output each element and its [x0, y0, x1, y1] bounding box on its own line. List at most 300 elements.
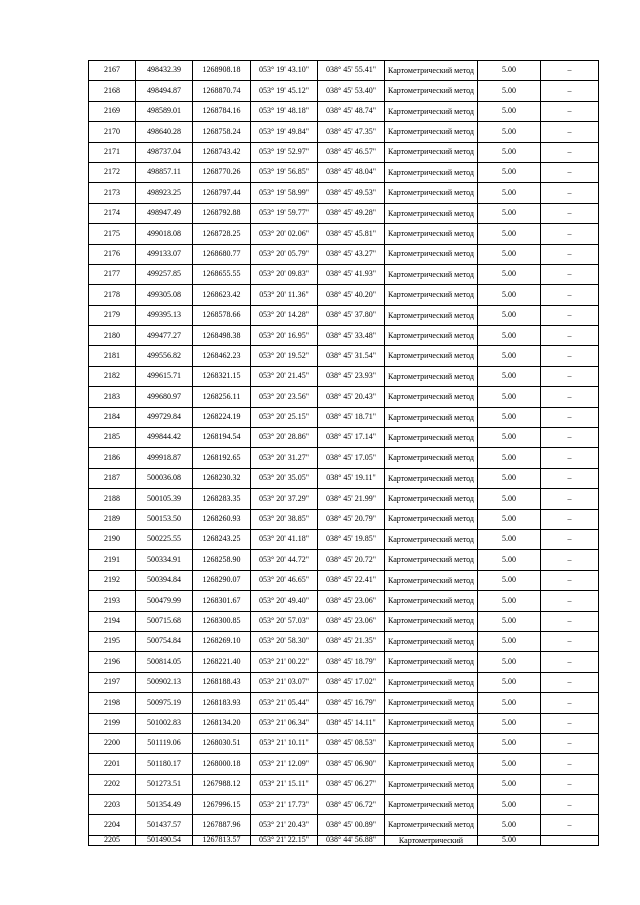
table-row	[89, 468, 599, 488]
point-number-cell: 2194	[89, 611, 136, 631]
point-number-cell: 2176	[89, 244, 136, 264]
accuracy-cell: 5.00	[478, 264, 541, 284]
longitude-cell: 038° 45' 06.27"	[318, 774, 385, 794]
longitude-cell: 038° 45' 45.81"	[318, 224, 385, 244]
accuracy-cell: 5.00	[478, 733, 541, 753]
point-number-cell: 2199	[89, 713, 136, 733]
longitude-cell: 038° 45' 21.99"	[318, 489, 385, 509]
method-cell: Картометрический метод	[385, 468, 478, 488]
latitude-cell: 053° 21' 05.44"	[251, 693, 318, 713]
table-row	[89, 733, 599, 753]
accuracy-cell: 5.00	[478, 326, 541, 346]
y-coordinate-cell: 1268578.66	[193, 305, 251, 325]
note-cell: –	[541, 672, 599, 692]
method-cell: Картометрический метод	[385, 285, 478, 305]
x-coordinate-cell: 498494.87	[136, 81, 193, 101]
table-row	[89, 346, 599, 366]
latitude-cell: 053° 19' 48.18"	[251, 101, 318, 121]
accuracy-cell: 5.00	[478, 285, 541, 305]
point-number-cell: 2198	[89, 693, 136, 713]
point-number-cell: 2170	[89, 122, 136, 142]
note-cell: –	[541, 795, 599, 815]
latitude-cell: 053° 20' 05.79"	[251, 244, 318, 264]
table-row	[89, 672, 599, 692]
x-coordinate-cell: 501273.51	[136, 774, 193, 794]
note-cell: –	[541, 224, 599, 244]
y-coordinate-cell: 1268792.88	[193, 203, 251, 223]
accuracy-cell: 5.00	[478, 815, 541, 835]
latitude-cell: 053° 20' 38.85"	[251, 509, 318, 529]
coordinates-table	[88, 60, 599, 846]
note-cell: –	[541, 366, 599, 386]
note-cell: –	[541, 244, 599, 264]
method-cell: Картометрический метод	[385, 428, 478, 448]
table-row	[89, 489, 599, 509]
table-row	[89, 326, 599, 346]
longitude-cell: 038° 45' 55.41"	[318, 61, 385, 81]
method-cell: Картометрический метод	[385, 815, 478, 835]
x-coordinate-cell: 501180.17	[136, 754, 193, 774]
x-coordinate-cell: 501354.49	[136, 795, 193, 815]
table-row	[89, 693, 599, 713]
table-row	[89, 203, 599, 223]
x-coordinate-cell: 500479.99	[136, 591, 193, 611]
x-coordinate-cell: 500715.68	[136, 611, 193, 631]
accuracy-cell: 5.00	[478, 611, 541, 631]
accuracy-cell: 5.00	[478, 529, 541, 549]
latitude-cell: 053° 20' 14.28"	[251, 305, 318, 325]
method-cell: Картометрический метод	[385, 591, 478, 611]
method-cell: Картометрический метод	[385, 264, 478, 284]
point-number-cell: 2201	[89, 754, 136, 774]
point-number-cell: 2175	[89, 224, 136, 244]
longitude-cell: 038° 45' 20.79"	[318, 509, 385, 529]
table-row	[89, 428, 599, 448]
table-row	[89, 183, 599, 203]
method-cell: Картометрический метод	[385, 203, 478, 223]
y-coordinate-cell: 1268908.18	[193, 61, 251, 81]
accuracy-cell: 5.00	[478, 570, 541, 590]
longitude-cell: 038° 45' 33.48"	[318, 326, 385, 346]
latitude-cell: 053° 20' 02.06"	[251, 224, 318, 244]
note-cell: –	[541, 407, 599, 427]
accuracy-cell: 5.00	[478, 366, 541, 386]
x-coordinate-cell: 501490.54	[136, 835, 193, 845]
accuracy-cell: 5.00	[478, 81, 541, 101]
x-coordinate-cell: 501002.83	[136, 713, 193, 733]
x-coordinate-cell: 500225.55	[136, 529, 193, 549]
accuracy-cell: 5.00	[478, 693, 541, 713]
latitude-cell: 053° 21' 20.43"	[251, 815, 318, 835]
method-cell: Картометрический метод	[385, 142, 478, 162]
y-coordinate-cell: 1268194.54	[193, 428, 251, 448]
table-row	[89, 550, 599, 570]
method-cell: Картометрический метод	[385, 652, 478, 672]
longitude-cell: 038° 45' 49.28"	[318, 203, 385, 223]
method-cell: Картометрический метод	[385, 631, 478, 651]
x-coordinate-cell: 499257.85	[136, 264, 193, 284]
table-row	[89, 815, 599, 835]
table-row	[89, 305, 599, 325]
table-row	[89, 509, 599, 529]
latitude-cell: 053° 20' 25.15"	[251, 407, 318, 427]
point-number-cell: 2180	[89, 326, 136, 346]
longitude-cell: 038° 45' 41.93"	[318, 264, 385, 284]
y-coordinate-cell: 1268680.77	[193, 244, 251, 264]
method-cell: Картометрический метод	[385, 774, 478, 794]
point-number-cell: 2167	[89, 61, 136, 81]
point-number-cell: 2205	[89, 835, 136, 845]
table-row	[89, 162, 599, 182]
method-cell: Картометрический метод	[385, 326, 478, 346]
table-row	[89, 652, 599, 672]
point-number-cell: 2178	[89, 285, 136, 305]
point-number-cell: 2200	[89, 733, 136, 753]
latitude-cell: 053° 19' 43.10"	[251, 61, 318, 81]
method-cell: Картометрический метод	[385, 183, 478, 203]
longitude-cell: 038° 45' 14.11"	[318, 713, 385, 733]
longitude-cell: 038° 45' 48.04"	[318, 162, 385, 182]
point-number-cell: 2169	[89, 101, 136, 121]
method-cell: Картометрический метод	[385, 550, 478, 570]
longitude-cell: 038° 45' 19.11"	[318, 468, 385, 488]
note-cell: –	[541, 713, 599, 733]
method-cell: Картометрический метод	[385, 122, 478, 142]
x-coordinate-cell: 499729.84	[136, 407, 193, 427]
point-number-cell: 2197	[89, 672, 136, 692]
method-cell: Картометрический метод	[385, 693, 478, 713]
method-cell: Картометрический метод	[385, 489, 478, 509]
y-coordinate-cell: 1268623.42	[193, 285, 251, 305]
note-cell: –	[541, 162, 599, 182]
x-coordinate-cell: 500975.19	[136, 693, 193, 713]
note-cell: –	[541, 611, 599, 631]
point-number-cell: 2203	[89, 795, 136, 815]
x-coordinate-cell: 499918.87	[136, 448, 193, 468]
point-number-cell: 2183	[89, 387, 136, 407]
note-cell: –	[541, 101, 599, 121]
latitude-cell: 053° 21' 03.07"	[251, 672, 318, 692]
note-cell: –	[541, 285, 599, 305]
accuracy-cell: 5.00	[478, 407, 541, 427]
accuracy-cell: 5.00	[478, 448, 541, 468]
latitude-cell: 053° 21' 06.34"	[251, 713, 318, 733]
point-number-cell: 2187	[89, 468, 136, 488]
table-row	[89, 529, 599, 549]
accuracy-cell: 5.00	[478, 244, 541, 264]
note-cell: –	[541, 387, 599, 407]
note-cell: –	[541, 346, 599, 366]
accuracy-cell: 5.00	[478, 591, 541, 611]
latitude-cell: 053° 20' 46.65"	[251, 570, 318, 590]
y-coordinate-cell: 1268758.24	[193, 122, 251, 142]
latitude-cell: 053° 19' 59.77"	[251, 203, 318, 223]
table-row	[89, 224, 599, 244]
method-cell: Картометрический метод	[385, 795, 478, 815]
note-cell: –	[541, 305, 599, 325]
point-number-cell: 2195	[89, 631, 136, 651]
x-coordinate-cell: 498640.28	[136, 122, 193, 142]
accuracy-cell: 5.00	[478, 489, 541, 509]
method-cell: Картометрический метод	[385, 570, 478, 590]
method-cell: Картометрический метод	[385, 101, 478, 121]
note-cell: –	[541, 754, 599, 774]
point-number-cell: 2177	[89, 264, 136, 284]
latitude-cell: 053° 20' 23.56"	[251, 387, 318, 407]
y-coordinate-cell: 1268462.23	[193, 346, 251, 366]
longitude-cell: 038° 45' 18.71"	[318, 407, 385, 427]
longitude-cell: 038° 45' 48.74"	[318, 101, 385, 121]
y-coordinate-cell: 1268230.32	[193, 468, 251, 488]
point-number-cell: 2186	[89, 448, 136, 468]
point-number-cell: 2204	[89, 815, 136, 835]
table-row	[89, 713, 599, 733]
accuracy-cell: 5.00	[478, 795, 541, 815]
note-cell: –	[541, 815, 599, 835]
x-coordinate-cell: 499018.08	[136, 224, 193, 244]
latitude-cell: 053° 20' 58.30"	[251, 631, 318, 651]
y-coordinate-cell: 1268183.93	[193, 693, 251, 713]
longitude-cell: 038° 45' 20.72"	[318, 550, 385, 570]
x-coordinate-cell: 500105.39	[136, 489, 193, 509]
point-number-cell: 2173	[89, 183, 136, 203]
longitude-cell: 038° 45' 00.89"	[318, 815, 385, 835]
y-coordinate-cell: 1267988.12	[193, 774, 251, 794]
latitude-cell: 053° 20' 41.18"	[251, 529, 318, 549]
y-coordinate-cell: 1267887.96	[193, 815, 251, 835]
x-coordinate-cell: 498923.25	[136, 183, 193, 203]
longitude-cell: 038° 45' 16.79"	[318, 693, 385, 713]
method-cell: Картометрический метод	[385, 407, 478, 427]
accuracy-cell: 5.00	[478, 835, 541, 845]
point-number-cell: 2196	[89, 652, 136, 672]
method-cell: Картометрический метод	[385, 611, 478, 631]
longitude-cell: 038° 45' 22.41"	[318, 570, 385, 590]
method-cell: Картометрический метод	[385, 754, 478, 774]
note-cell: –	[541, 509, 599, 529]
y-coordinate-cell: 1268000.18	[193, 754, 251, 774]
x-coordinate-cell: 499844.42	[136, 428, 193, 448]
table-row	[89, 366, 599, 386]
longitude-cell: 038° 45' 06.72"	[318, 795, 385, 815]
y-coordinate-cell: 1268030.51	[193, 733, 251, 753]
table-row	[89, 101, 599, 121]
latitude-cell: 053° 20' 09.83"	[251, 264, 318, 284]
longitude-cell: 038° 45' 40.20"	[318, 285, 385, 305]
y-coordinate-cell: 1268321.15	[193, 366, 251, 386]
x-coordinate-cell: 500814.05	[136, 652, 193, 672]
x-coordinate-cell: 498432.39	[136, 61, 193, 81]
table-row	[89, 387, 599, 407]
latitude-cell: 053° 20' 28.86"	[251, 428, 318, 448]
accuracy-cell: 5.00	[478, 631, 541, 651]
longitude-cell: 038° 45' 20.43"	[318, 387, 385, 407]
note-cell: –	[541, 733, 599, 753]
x-coordinate-cell: 501437.57	[136, 815, 193, 835]
longitude-cell: 038° 45' 47.35"	[318, 122, 385, 142]
longitude-cell: 038° 45' 53.40"	[318, 81, 385, 101]
latitude-cell: 053° 20' 21.45"	[251, 366, 318, 386]
longitude-cell: 038° 45' 17.02"	[318, 672, 385, 692]
x-coordinate-cell: 498589.01	[136, 101, 193, 121]
point-number-cell: 2172	[89, 162, 136, 182]
method-cell: Картометрический метод	[385, 387, 478, 407]
latitude-cell: 053° 21' 15.11"	[251, 774, 318, 794]
longitude-cell: 038° 45' 08.53"	[318, 733, 385, 753]
y-coordinate-cell: 1268256.11	[193, 387, 251, 407]
method-cell: Картометрический метод	[385, 672, 478, 692]
note-cell: –	[541, 570, 599, 590]
accuracy-cell: 5.00	[478, 203, 541, 223]
accuracy-cell: 5.00	[478, 428, 541, 448]
latitude-cell: 053° 20' 16.95"	[251, 326, 318, 346]
table-row	[89, 285, 599, 305]
y-coordinate-cell: 1268269.10	[193, 631, 251, 651]
y-coordinate-cell: 1268301.67	[193, 591, 251, 611]
x-coordinate-cell: 500902.13	[136, 672, 193, 692]
point-number-cell: 2192	[89, 570, 136, 590]
method-cell: Картометрический метод	[385, 81, 478, 101]
longitude-cell: 038° 45' 19.85"	[318, 529, 385, 549]
latitude-cell: 053° 20' 37.29"	[251, 489, 318, 509]
note-cell: –	[541, 489, 599, 509]
point-number-cell: 2190	[89, 529, 136, 549]
longitude-cell: 038° 45' 21.35"	[318, 631, 385, 651]
accuracy-cell: 5.00	[478, 774, 541, 794]
table-row	[89, 795, 599, 815]
x-coordinate-cell: 499305.08	[136, 285, 193, 305]
table-row	[89, 591, 599, 611]
note-cell: –	[541, 448, 599, 468]
table-row	[89, 570, 599, 590]
accuracy-cell: 5.00	[478, 142, 541, 162]
point-number-cell: 2189	[89, 509, 136, 529]
point-number-cell: 2179	[89, 305, 136, 325]
table-row	[89, 61, 599, 81]
method-cell: Картометрический метод	[385, 529, 478, 549]
latitude-cell: 053° 19' 58.99"	[251, 183, 318, 203]
accuracy-cell: 5.00	[478, 346, 541, 366]
accuracy-cell: 5.00	[478, 122, 541, 142]
accuracy-cell: 5.00	[478, 754, 541, 774]
method-cell: Картометрический метод	[385, 733, 478, 753]
y-coordinate-cell: 1268188.43	[193, 672, 251, 692]
y-coordinate-cell: 1267813.57	[193, 835, 251, 845]
note-cell: –	[541, 264, 599, 284]
accuracy-cell: 5.00	[478, 61, 541, 81]
point-number-cell: 2188	[89, 489, 136, 509]
table-row	[89, 244, 599, 264]
y-coordinate-cell: 1268498.38	[193, 326, 251, 346]
x-coordinate-cell: 500754.84	[136, 631, 193, 651]
accuracy-cell: 5.00	[478, 387, 541, 407]
longitude-cell: 038° 45' 49.53"	[318, 183, 385, 203]
latitude-cell: 053° 21' 10.11"	[251, 733, 318, 753]
y-coordinate-cell: 1268134.20	[193, 713, 251, 733]
y-coordinate-cell: 1268770.26	[193, 162, 251, 182]
table-row	[89, 754, 599, 774]
point-number-cell: 2191	[89, 550, 136, 570]
y-coordinate-cell: 1268192.65	[193, 448, 251, 468]
accuracy-cell: 5.00	[478, 183, 541, 203]
accuracy-cell: 5.00	[478, 509, 541, 529]
y-coordinate-cell: 1268797.44	[193, 183, 251, 203]
x-coordinate-cell: 500036.08	[136, 468, 193, 488]
accuracy-cell: 5.00	[478, 713, 541, 733]
longitude-cell: 038° 45' 46.57"	[318, 142, 385, 162]
x-coordinate-cell: 499395.13	[136, 305, 193, 325]
note-cell: –	[541, 203, 599, 223]
point-number-cell: 2182	[89, 366, 136, 386]
y-coordinate-cell: 1268224.19	[193, 407, 251, 427]
y-coordinate-cell: 1268655.55	[193, 264, 251, 284]
latitude-cell: 053° 20' 31.27"	[251, 448, 318, 468]
latitude-cell: 053° 20' 19.52"	[251, 346, 318, 366]
point-number-cell: 2171	[89, 142, 136, 162]
method-cell: Картометрический метод	[385, 162, 478, 182]
accuracy-cell: 5.00	[478, 672, 541, 692]
x-coordinate-cell: 500153.50	[136, 509, 193, 529]
note-cell: –	[541, 428, 599, 448]
longitude-cell: 038° 45' 23.93"	[318, 366, 385, 386]
longitude-cell: 038° 45' 17.14"	[318, 428, 385, 448]
y-coordinate-cell: 1268743.42	[193, 142, 251, 162]
table-row	[89, 264, 599, 284]
table-row	[89, 611, 599, 631]
note-cell: –	[541, 591, 599, 611]
latitude-cell: 053° 21' 12.09"	[251, 754, 318, 774]
latitude-cell: 053° 20' 35.05"	[251, 468, 318, 488]
table-row	[89, 448, 599, 468]
table-row	[89, 142, 599, 162]
latitude-cell: 053° 19' 56.85"	[251, 162, 318, 182]
longitude-cell: 038° 45' 06.90"	[318, 754, 385, 774]
accuracy-cell: 5.00	[478, 305, 541, 325]
note-cell	[541, 835, 599, 845]
y-coordinate-cell: 1268784.16	[193, 101, 251, 121]
note-cell: –	[541, 652, 599, 672]
method-cell: Картометрический метод	[385, 509, 478, 529]
point-number-cell: 2168	[89, 81, 136, 101]
method-cell: Картометрический метод	[385, 366, 478, 386]
y-coordinate-cell: 1268283.35	[193, 489, 251, 509]
note-cell: –	[541, 142, 599, 162]
method-cell: Картометрический метод	[385, 448, 478, 468]
note-cell: –	[541, 122, 599, 142]
note-cell: –	[541, 550, 599, 570]
x-coordinate-cell: 498857.11	[136, 162, 193, 182]
latitude-cell: 053° 20' 11.36"	[251, 285, 318, 305]
method-cell: Картометрический	[385, 835, 478, 845]
coordinates-table-body	[89, 61, 599, 846]
latitude-cell: 053° 19' 45.12"	[251, 81, 318, 101]
longitude-cell: 038° 45' 17.05"	[318, 448, 385, 468]
x-coordinate-cell: 499133.07	[136, 244, 193, 264]
x-coordinate-cell: 498947.49	[136, 203, 193, 223]
y-coordinate-cell: 1268300.85	[193, 611, 251, 631]
longitude-cell: 038° 45' 43.27"	[318, 244, 385, 264]
x-coordinate-cell: 499477.27	[136, 326, 193, 346]
y-coordinate-cell: 1268243.25	[193, 529, 251, 549]
table-row	[89, 407, 599, 427]
note-cell: –	[541, 326, 599, 346]
accuracy-cell: 5.00	[478, 550, 541, 570]
latitude-cell: 053° 21' 17.73"	[251, 795, 318, 815]
latitude-cell: 053° 19' 52.97"	[251, 142, 318, 162]
latitude-cell: 053° 21' 00.22"	[251, 652, 318, 672]
point-number-cell: 2185	[89, 428, 136, 448]
y-coordinate-cell: 1268870.74	[193, 81, 251, 101]
